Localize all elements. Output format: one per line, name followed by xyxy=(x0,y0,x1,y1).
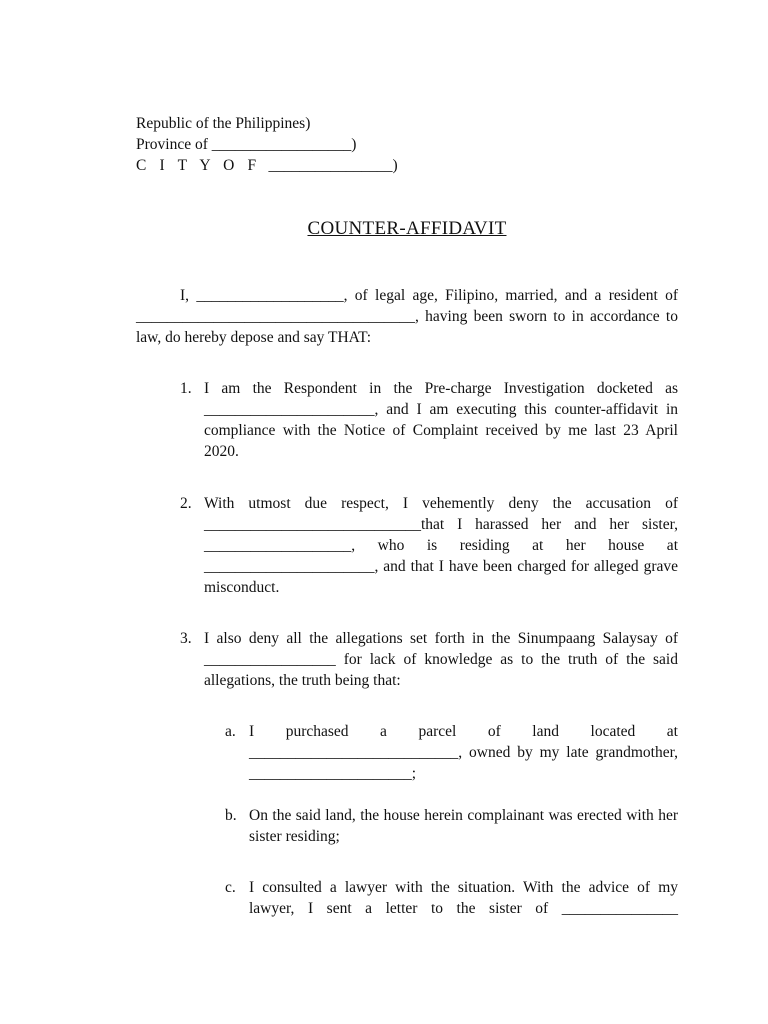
item-text: I also deny all the allegations set forth in the Sinumpaang Salaysay of _________________ for lack of knowledge as to the truth of the said allegations, the truth being that: xyxy=(204,630,678,689)
venue-block xyxy=(136,113,398,176)
sub-item-letter: c. xyxy=(225,879,236,896)
item-text: I am the Respondent in the Pre-charge Investigation docketed as ______________________, and I am executing this counter-affidavit in compliance with the Notice of Complaint received by me last 23 April 2020. xyxy=(204,380,678,460)
sub-item-c xyxy=(225,877,678,919)
sub-item-text: I consulted a lawyer with the situation. With the advice of my lawyer, I sent a letter to the sister of _______________ xyxy=(249,879,678,917)
document-title: COUNTER-AFFIDAVIT xyxy=(307,218,507,239)
sub-item-text: I purchased a parcel of land located at ___________________________, owned by my late grandmother, _____________________; xyxy=(249,723,678,782)
sub-item-a xyxy=(225,721,678,784)
sub-item-b xyxy=(225,805,678,847)
venue-province: Province of __________________) xyxy=(136,136,357,153)
sub-item-text: On the said land, the house herein complainant was erected with her sister residing; xyxy=(249,807,678,845)
numbered-item-1 xyxy=(180,378,678,462)
numbered-item-2 xyxy=(180,493,678,598)
venue-republic: Republic of the Philippines) xyxy=(136,115,311,132)
venue-city-blank: ________________) xyxy=(268,157,398,174)
intro-paragraph: I, ___________________, of legal age, Filipino, married, and a resident of ____________________________________, having been sworn to in accordance to law, do hereby depose and say THAT: xyxy=(136,287,678,346)
item-number: 2. xyxy=(180,495,192,512)
sub-item-letter: a. xyxy=(225,723,236,740)
numbered-item-3 xyxy=(180,628,678,691)
item-text: With utmost due respect, I vehemently deny the accusation of ____________________________that I harassed her and her sister, ___________________, who is residing at her house at ______________________, and that I have been charged for alleged grave misconduct. xyxy=(204,495,678,596)
venue-city-label: C I T Y O F xyxy=(136,157,261,174)
item-number: 1. xyxy=(180,380,192,397)
sub-item-letter: b. xyxy=(225,807,237,824)
venue-city xyxy=(136,155,398,176)
item-number: 3. xyxy=(180,630,192,647)
